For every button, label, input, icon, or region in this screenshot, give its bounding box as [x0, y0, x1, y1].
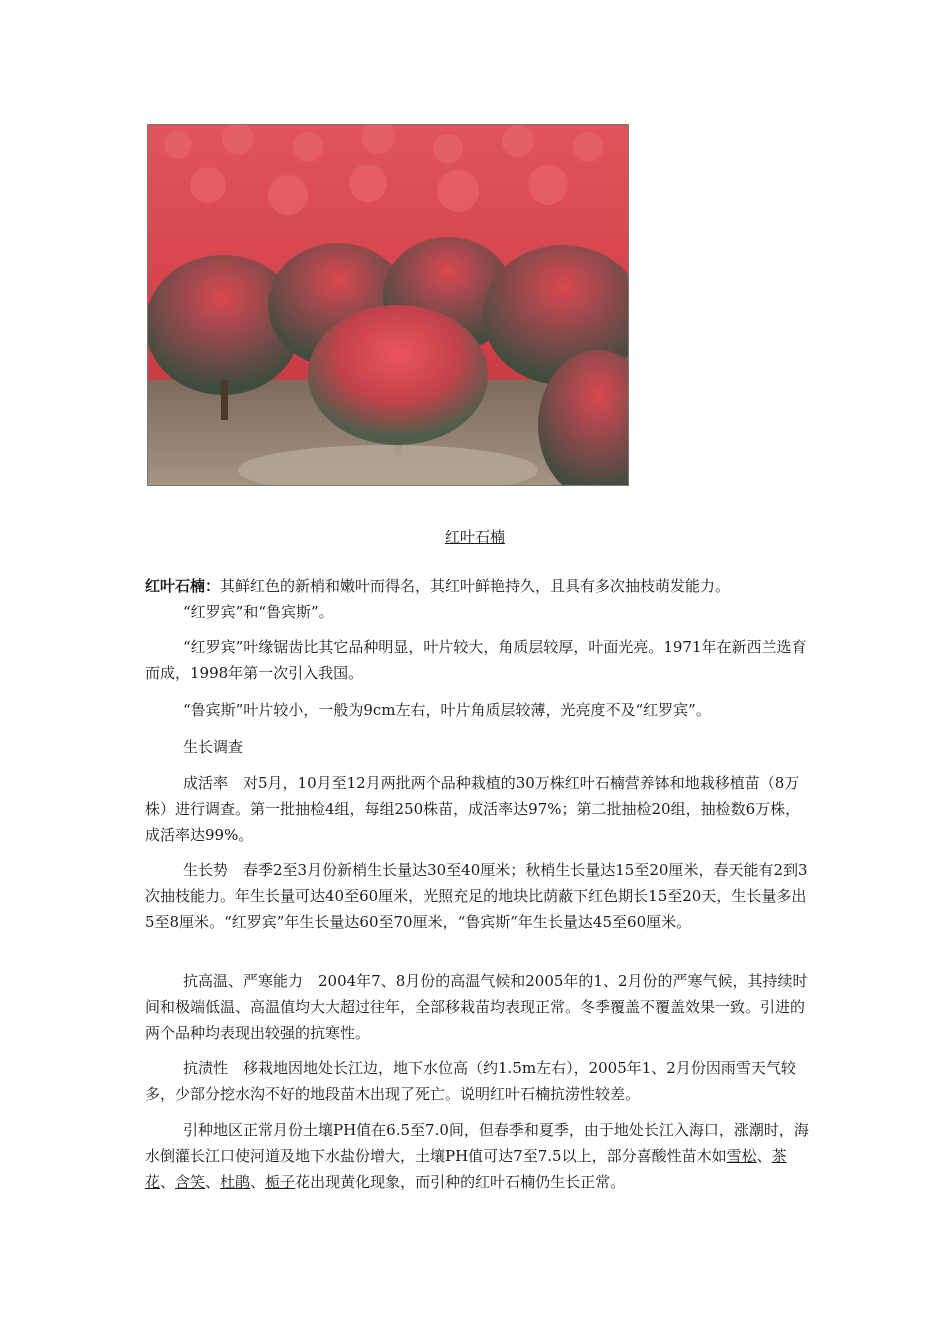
link-azalea[interactable]: 杜鹃 — [220, 1173, 251, 1191]
intro-paragraph — [145, 573, 815, 599]
intro-text: 其鲜红色的新梢和嫩叶而得名，其红叶鲜艳持久，且具有多次抽枝萌发能力。 — [220, 577, 731, 595]
separator: 、 — [756, 1147, 772, 1165]
separator: 、 — [160, 1173, 176, 1191]
paragraph-waterlogging-resistance: 抗渍性 移栽地因地处长江边，地下水位高（约1.5m左右），2005年1、2月份因雨雪天气较多，少部分挖水沟不好的地段苗木出现了死亡。说明红叶石楠抗涝性较差。 — [145, 1059, 796, 1103]
paragraph-varieties: “红罗宾”和“鲁宾斯”。 — [183, 603, 334, 621]
link-gardenia[interactable]: 栀子 — [265, 1173, 296, 1191]
paragraph-growth-survey-heading: 生长调查 — [183, 738, 244, 756]
photo-illustration — [148, 125, 628, 485]
paragraph-temperature-resistance: 抗高温、严寒能力 2004年7、8月份的高温气候和2005年的1、2月份的严寒气候，其持续时间和极端低温、高温值均大大超过往年，全部移栽苗均表现正常。冬季覆盖不覆盖效果一致。引进的两个品种均表现出较强的抗寒性。 — [145, 972, 808, 1042]
paragraph-soil-ph — [145, 1117, 815, 1195]
paragraph-growth-vigor: 生长势 春季2至3月份新梢生长量达30至40厘米；秋梢生长量达15至20厘米，春天能有2到3次抽枝能力。年生长量可达40至60厘米，光照充足的地块比荫蔽下红色期长15至20天，生长量多出5至8厘米。“红罗宾”年生长量达60至70厘米，“鲁宾斯”年生长量达45至60厘米。 — [145, 861, 808, 931]
article-body — [145, 573, 815, 625]
intro-lead: 红叶石楠： — [145, 577, 221, 595]
link-michelia[interactable]: 含笑 — [175, 1173, 206, 1191]
soil-ph-text-end: 花出现黄化现象，而引种的红叶石楠仍生长正常。 — [295, 1173, 626, 1191]
separator: 、 — [205, 1173, 221, 1191]
paragraph-survival-rate: 成活率 对5月，10月至12月两批两个品种栽植的30万株红叶石楠营养钵和地栽移植苗（8万株）进行调查。第一批抽检4组，每组250株苗，成活率达97%；第二批抽检20组，抽检数6万株，成活率达99%。 — [145, 774, 801, 844]
caption-link[interactable]: 红叶石楠 — [444, 528, 505, 546]
link-camellia[interactable]: 茶花 — [145, 1147, 787, 1191]
soil-ph-text: 引种地区正常月份土壤PH值在6.5至7.0间，但春季和夏季，由于地处长江入海口，涨潮时，海水倒灌长江口使河道及地下水盐份增大，土壤PH值可达7至7.5以上，部分喜酸性苗木如 — [145, 1121, 809, 1165]
paragraph-rubens: “鲁宾斯”叶片较小，一般为9cm左右，叶片角质层较薄，光亮度不及“红罗宾”。 — [183, 701, 711, 719]
link-cedar[interactable]: 雪松 — [726, 1147, 757, 1165]
photinia-field-photo — [147, 124, 629, 486]
separator: 、 — [250, 1173, 266, 1191]
paragraph-red-robin: “红罗宾”叶缘锯齿比其它品种明显，叶片较大，角质层较厚，叶面光亮。1971年在新西兰选育而成，1998年第一次引入我国。 — [145, 638, 807, 682]
image-caption[interactable] — [0, 526, 950, 547]
